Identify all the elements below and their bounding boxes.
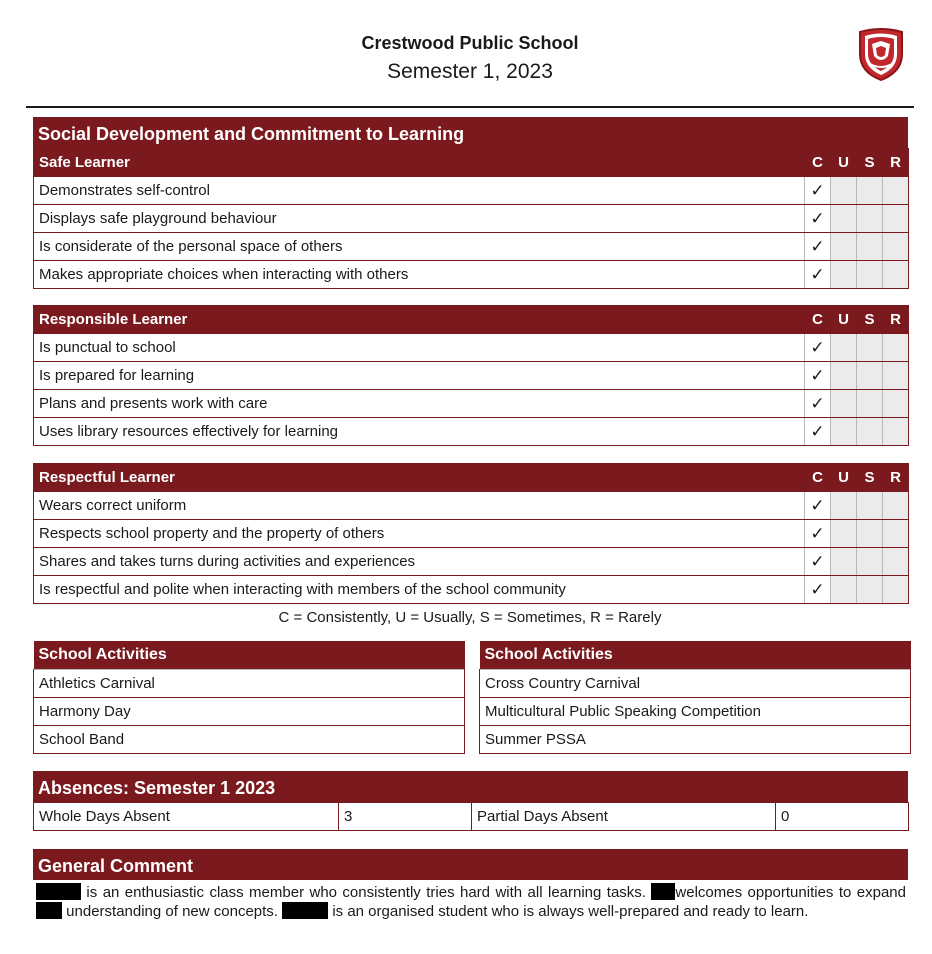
- whole-days-value: 3: [339, 803, 472, 831]
- general-comment-title: General Comment: [33, 849, 908, 880]
- activity-item: Summer PSSA: [480, 725, 911, 753]
- rating-box-u: [831, 390, 857, 418]
- activities-right-table: [479, 641, 911, 754]
- rating-box-s: [857, 334, 883, 362]
- activities-left-header: School Activities: [34, 641, 465, 669]
- rating-box-u: [831, 233, 857, 261]
- rating-box-s: [857, 576, 883, 604]
- criterion-label: Is respectful and polite when interacting with members of the school community: [34, 576, 805, 604]
- redacted-name: [282, 902, 328, 919]
- checkmark-icon: ✓: [805, 362, 831, 390]
- criterion-label: Displays safe playground behaviour: [34, 205, 805, 233]
- respectful-learner-table: [33, 463, 909, 604]
- rating-key-u: U: [831, 149, 857, 177]
- comment-part: understanding of new concepts.: [62, 903, 283, 920]
- criterion-label: Is punctual to school: [34, 334, 805, 362]
- report-header: [0, 0, 932, 108]
- table-row: [34, 520, 909, 548]
- criterion-label: Wears correct uniform: [34, 492, 805, 520]
- criterion-label: Plans and presents work with care: [34, 390, 805, 418]
- criterion-label: Makes appropriate choices when interacting with others: [34, 261, 805, 289]
- semester-label: Semester 1, 2023: [387, 60, 553, 83]
- rating-box-s: [857, 205, 883, 233]
- table-row: [34, 205, 909, 233]
- table-row: [34, 261, 909, 289]
- activities-left-table: [33, 641, 465, 754]
- activity-item: School Band: [34, 725, 465, 753]
- table-row: [34, 390, 909, 418]
- rating-box-s: [857, 492, 883, 520]
- criterion-label: Respects school property and the property of others: [34, 520, 805, 548]
- checkmark-icon: ✓: [805, 261, 831, 289]
- rating-box-u: [831, 548, 857, 576]
- criterion-label: Is prepared for learning: [34, 362, 805, 390]
- checkmark-icon: ✓: [805, 205, 831, 233]
- rating-key-s: S: [857, 464, 883, 492]
- rating-box-u: [831, 261, 857, 289]
- rating-box-r: [883, 492, 909, 520]
- checkmark-icon: ✓: [805, 334, 831, 362]
- rating-box-r: [883, 177, 909, 205]
- activities-right-header: School Activities: [480, 641, 911, 669]
- rating-box-u: [831, 576, 857, 604]
- activity-item: Harmony Day: [34, 697, 465, 725]
- rating-key-u: U: [831, 306, 857, 334]
- table-row: [34, 576, 909, 604]
- whole-days-label: Whole Days Absent: [34, 803, 339, 831]
- rating-box-s: [857, 520, 883, 548]
- responsible-learner-table: [33, 305, 909, 446]
- absences-title: Absences: Semester 1 2023: [33, 771, 908, 802]
- table-row: [34, 362, 909, 390]
- checkmark-icon: ✓: [805, 576, 831, 604]
- table-row: [34, 334, 909, 362]
- checkmark-icon: ✓: [805, 177, 831, 205]
- rating-box-r: [883, 418, 909, 446]
- rating-box-s: [857, 548, 883, 576]
- rating-box-r: [883, 205, 909, 233]
- general-comment-text: [36, 883, 906, 921]
- safe-learner-table: [33, 148, 909, 289]
- table-row: [34, 177, 909, 205]
- rating-box-r: [883, 261, 909, 289]
- partial-days-label: Partial Days Absent: [472, 803, 776, 831]
- rating-key-c: C: [805, 306, 831, 334]
- redacted-pronoun: [651, 883, 675, 900]
- criterion-label: Shares and takes turns during activities and experiences: [34, 548, 805, 576]
- table-row: [34, 418, 909, 446]
- activity-item: Athletics Carnival: [34, 669, 465, 697]
- rating-key-r: R: [883, 306, 909, 334]
- rating-box-u: [831, 418, 857, 446]
- redacted-pronoun: [36, 902, 62, 919]
- criterion-label: Uses library resources effectively for learning: [34, 418, 805, 446]
- rating-key-s: S: [857, 149, 883, 177]
- table-row: [34, 548, 909, 576]
- rating-box-s: [857, 177, 883, 205]
- rating-key-c: C: [805, 464, 831, 492]
- checkmark-icon: ✓: [805, 520, 831, 548]
- rating-box-u: [831, 205, 857, 233]
- rating-key-r: R: [883, 464, 909, 492]
- school-crest-icon: [856, 26, 906, 82]
- rating-box-u: [831, 334, 857, 362]
- rating-box-r: [883, 576, 909, 604]
- rating-box-u: [831, 177, 857, 205]
- comment-part: is an enthusiastic class member who consistently tries hard with all learning tasks.: [81, 884, 652, 901]
- safe-learner-header: Safe Learner: [34, 149, 805, 177]
- activity-item: Cross Country Carnival: [480, 669, 911, 697]
- comment-part: welcomes opportunities to expand: [675, 884, 906, 901]
- rating-legend: C = Consistently, U = Usually, S = Sometimes, R = Rarely: [278, 609, 662, 626]
- rating-box-r: [883, 233, 909, 261]
- rating-key-r: R: [883, 149, 909, 177]
- rating-box-u: [831, 492, 857, 520]
- rating-box-r: [883, 520, 909, 548]
- rating-box-s: [857, 418, 883, 446]
- rating-box-s: [857, 261, 883, 289]
- rating-box-u: [831, 520, 857, 548]
- checkmark-icon: ✓: [805, 233, 831, 261]
- redacted-name: [36, 883, 81, 900]
- header-divider: [26, 106, 914, 108]
- rating-box-u: [831, 362, 857, 390]
- social-development-title: Social Development and Commitment to Learning: [33, 117, 908, 148]
- responsible-learner-header: Responsible Learner: [34, 306, 805, 334]
- rating-key-c: C: [805, 149, 831, 177]
- rating-box-r: [883, 390, 909, 418]
- respectful-learner-header: Respectful Learner: [34, 464, 805, 492]
- table-row: [34, 233, 909, 261]
- checkmark-icon: ✓: [805, 390, 831, 418]
- rating-box-r: [883, 334, 909, 362]
- rating-key-s: S: [857, 306, 883, 334]
- school-name: Crestwood Public School: [361, 33, 579, 53]
- rating-box-r: [883, 548, 909, 576]
- rating-box-s: [857, 362, 883, 390]
- partial-days-value: 0: [776, 803, 909, 831]
- rating-box-s: [857, 233, 883, 261]
- checkmark-icon: ✓: [805, 418, 831, 446]
- table-row: [34, 492, 909, 520]
- rating-box-s: [857, 390, 883, 418]
- activity-item: Multicultural Public Speaking Competition: [480, 697, 911, 725]
- absences-table: [33, 802, 909, 831]
- comment-part: is an organised student who is always well-prepared and ready to learn.: [328, 903, 809, 920]
- criterion-label: Demonstrates self-control: [34, 177, 805, 205]
- rating-key-u: U: [831, 464, 857, 492]
- checkmark-icon: ✓: [805, 548, 831, 576]
- checkmark-icon: ✓: [805, 492, 831, 520]
- rating-box-r: [883, 362, 909, 390]
- criterion-label: Is considerate of the personal space of others: [34, 233, 805, 261]
